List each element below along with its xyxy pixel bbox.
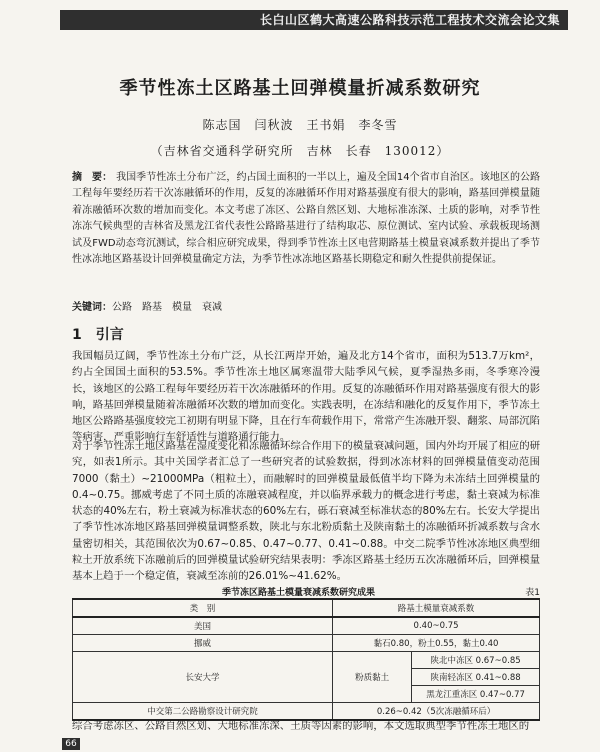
table-number: 表1	[525, 588, 540, 598]
table-cell: 挪威	[73, 635, 333, 652]
page-number: 66	[62, 738, 80, 750]
table-title: 季节冻区路基土模量衰减系数研究成果	[222, 588, 376, 598]
paper-title: 季节性冻土区路基土回弹模量折减系数研究	[119, 78, 481, 99]
keywords-text: 公路 路基 模量 衰减	[112, 302, 222, 313]
body-paragraph-2: 对于季节性冻土地区路基在湿度变化和冻融循环综合作用下的模量衰减问题，国内外均开展了相应的研究，如表1所示。其中关国学者汇总了一些研究者的试验数据，得到冰冻材料的回弹模量值变动范围7000（黏土）~21000MPa（粗粒土），而融解时的回弹模量最低值半均下降为未冻结土回弹模量的0.4~0.75。挪威考虑了不同土质的冻融衰减程度，并以临界承载力的概念进行考虑，黏土衰减为标准状态的40%左右，粉土衰减为标准状态的60%左右，砾石衰减至标准状态的80%左右。长安大学提出了季节性冰冻地区路基回弹模量调整系数，陕北与东北粉质黏土及陕南黏土的冻融循环折减系数与含水量密切相关，其范围依次为0.67~0.85、0.47~0.77、0.41~0.88。中交二院季节性冰冻地区典型细粒土开放系统下冻融前后的回弹模量试验研究结果表明：季冻区路基土经历五次冻融循环后，回弹模量基本上趋于一个稳定值，衰减至冻前的26.01%~41.62%。	[72, 440, 540, 583]
table-row	[73, 635, 540, 652]
table-cell: 陕北中冻区 0.67~0.85	[412, 652, 540, 669]
table-header-coefficient: 路基土模量衰减系数	[333, 599, 540, 617]
running-header: 长白山区鹤大高速公路科技示范工程技术交流会论文集	[60, 10, 568, 30]
table-row	[73, 617, 540, 635]
table-cell: 长安大学	[73, 652, 333, 703]
table-cell: 黑龙江重冻区 0.47~0.77	[412, 686, 540, 703]
author-list: 陈志国 闫秋波 王书娟 李冬雪	[202, 118, 398, 132]
table-row	[73, 652, 540, 669]
table-header-category: 类 别	[73, 599, 333, 617]
results-table	[72, 598, 540, 721]
closing-paragraph: 综合考虑冻区、公路自然区划、大地标准冻深、土质等因素的影响，本文选取典型季节性冻土地区的	[72, 720, 530, 732]
abstract	[72, 170, 540, 268]
table-cell: 0.26~0.42（5次冻融循环后）	[333, 703, 540, 721]
abstract-text: 我国季节性冻土分布广泛，约占国土面积的一半以上，遍及全国14个省市自治区。该地区的公路工程每年要经历若干次冻融循环的作用，反复的冻融循环作用对路基强度有很大的影响，路基回弹模量随着冻融循环次数的增加而变化。本文考虑了冻区、公路自然区划、大地标准冻深、土质的影响，对季节性冻冻气候典型的吉林省及黑龙江省代表性公路路基进行了结构取芯、原位测试、室内试验、承载板现场测试及FWD动态弯沉测试，综合相应研究成果，得到季节性冻土区电营期路基土模量衰减系数并提出了季节性冰冻地区路基设计回弹模量确定方法，为季节性冰冻地区路基长期稳定和耐久性提供前提保证。	[72, 172, 541, 266]
table-cell: 粉质黏土	[333, 652, 412, 703]
body-paragraph-1: 我国幅员辽阔，季节性冻土分布广泛，从长江两岸开始，遍及北方14个省市，面积为513.7万km²，约占全国国土面积的53.5%。季节性冻土地区属寒温带大陆季风气候，夏季湿热多雨，冬季寒冷漫长，该地区的公路工程每年要经历若干次冻融循环的作用。反复的冻融循环作用对路基强度有很大的影响，路基回弹模量随着冻融循环次数的增加而变化。实践表明，在冻结和融化的反复作用下，季节冻土地区公路路基强度较完工初期有明显下降，且在行车荷载作用下，常常产生冻融开裂、翻浆、局部沉陷等病害，严重影响行车舒适性与道路通行能力。	[72, 350, 540, 444]
keywords-label: 关键词：	[72, 302, 112, 313]
section-heading: 1 引言	[72, 327, 124, 343]
table-cell: 美国	[73, 617, 333, 635]
table-cell: 0.40~0.75	[333, 617, 540, 635]
affiliation: （吉林省交通科学研究所 吉林 长春 130012）	[150, 144, 450, 158]
table-cell: 黏石0.80，粉土0.55，黏土0.40	[333, 635, 540, 652]
keywords	[72, 298, 540, 313]
abstract-label: 摘 要：	[72, 172, 113, 183]
table-cell: 陕南轻冻区 0.41~0.88	[412, 669, 540, 686]
table-cell: 中交第二公路勘察设计研究院	[73, 703, 333, 721]
